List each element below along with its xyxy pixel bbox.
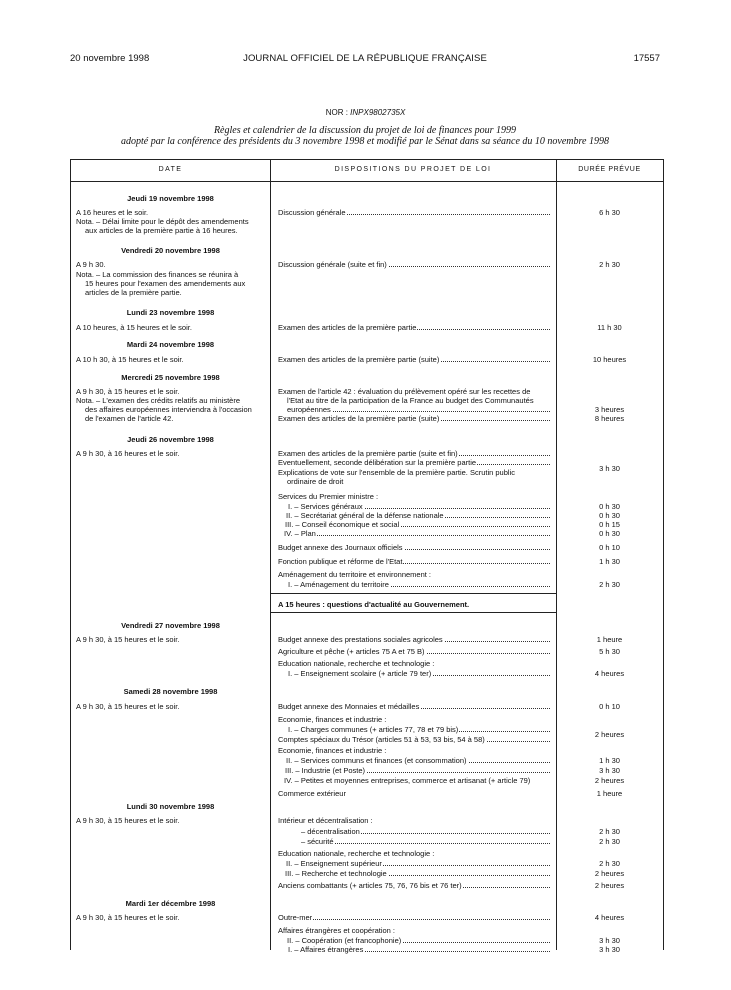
duration-value: 2 h 30 bbox=[599, 260, 620, 269]
duration-value: 3 h 30 bbox=[599, 936, 620, 945]
disposition-item: Agriculture et pêche (+ articles 75 A et 75 B) bbox=[278, 647, 550, 656]
duration-value: 3 h 30 bbox=[599, 945, 620, 954]
disposition-item: Examen des articles de la première partie (suite) bbox=[278, 414, 550, 423]
disposition-item: – sécurité bbox=[301, 837, 550, 846]
duration-value: 2 heures bbox=[594, 776, 625, 785]
header-date: 20 novembre 1998 bbox=[70, 53, 150, 64]
duration-value: 1 h 30 bbox=[599, 756, 620, 765]
duration-value: 0 h 30 bbox=[599, 502, 620, 511]
disposition-item: II. – Services communs et finances (et consommation) bbox=[286, 756, 550, 765]
disposition-item: Budget annexe des Journaux officiels bbox=[278, 543, 550, 552]
duration-value: 0 h 10 bbox=[599, 543, 620, 552]
day-heading: Lundi 23 novembre 1998 bbox=[126, 308, 215, 317]
duration-value: 10 heures bbox=[592, 355, 627, 364]
disposition-item: Education nationale, recherche et technologie : bbox=[278, 849, 435, 858]
disposition-item: – décentralisation bbox=[301, 827, 550, 836]
date-text: A 9 h 30, à 15 heures et le soir. bbox=[76, 816, 180, 825]
disposition-item: IV. – Plan bbox=[284, 529, 550, 538]
header-dispositions-column: DISPOSITIONS DU PROJET DE LOI bbox=[334, 166, 492, 173]
table-header bbox=[71, 160, 663, 182]
disposition-item: Examen des articles de la première partie (suite et fin) bbox=[278, 449, 550, 458]
duration-value: 2 heures bbox=[594, 869, 625, 878]
disposition-item: III. – Industrie (et Poste) bbox=[285, 766, 550, 775]
day-heading: Mercredi 25 novembre 1998 bbox=[121, 373, 220, 382]
disposition-item: III. – Conseil économique et social bbox=[285, 520, 550, 529]
disposition-item: I. – Enseignement scolaire (+ article 79 ter) bbox=[288, 669, 550, 678]
nor-label: NOR : bbox=[325, 108, 348, 117]
day-heading: Vendredi 27 novembre 1998 bbox=[121, 621, 220, 630]
date-text: A 9 h 30, à 15 heures et le soir. bbox=[76, 702, 180, 711]
header-duration-column: DURÉE PRÉVUE bbox=[578, 166, 641, 173]
disposition-item: Intérieur et décentralisation : bbox=[278, 816, 373, 825]
day-heading: Lundi 30 novembre 1998 bbox=[126, 802, 215, 811]
disposition-item: Examen de l'article 42 : évaluation du prélèvement opéré sur les recettes de bbox=[278, 387, 531, 396]
disposition-item: III. – Recherche et technologie bbox=[285, 869, 550, 878]
duration-value: 2 h 30 bbox=[599, 580, 620, 589]
disposition-item: Discussion générale bbox=[278, 208, 550, 217]
duration-value: 5 h 30 bbox=[599, 647, 620, 656]
date-text: Nota. – Délai limite pour le dépôt des amendements bbox=[76, 217, 249, 226]
schedule-table bbox=[70, 159, 664, 954]
date-text: Nota. – L'examen des crédits relatifs au ministère bbox=[76, 396, 241, 405]
duration-value: 1 heure bbox=[596, 789, 623, 798]
day-heading: Mardi 24 novembre 1998 bbox=[126, 340, 215, 349]
date-text: A 16 heures et le soir. bbox=[76, 208, 149, 217]
duration-value: 3 h 30 bbox=[599, 464, 620, 473]
duration-value: 2 heures bbox=[594, 730, 625, 739]
disposition-item: Discussion générale (suite et fin) bbox=[278, 260, 550, 269]
header-date-column: DATE bbox=[158, 166, 183, 173]
date-text: A 10 heures, à 15 heures et le soir. bbox=[76, 323, 192, 332]
disposition-item: l'Etat au titre de la participation de la France au budget des Communautés bbox=[287, 396, 534, 405]
date-text: A 10 h 30, à 15 heures et le soir. bbox=[76, 355, 184, 364]
disposition-item: Comptes spéciaux du Trésor (articles 51 à 53, 53 bis, 54 à 58) bbox=[278, 735, 550, 744]
disposition-item: II. – Secrétariat général de la défense nationale bbox=[286, 511, 550, 520]
disposition-item: II. – Enseignement supérieur bbox=[286, 859, 550, 868]
duration-value: 0 h 30 bbox=[599, 511, 620, 520]
duration-value: 0 h 15 bbox=[599, 520, 620, 529]
duration-value: 1 heure bbox=[596, 635, 623, 644]
duration-value: 1 h 30 bbox=[599, 557, 620, 566]
disposition-item: Commerce extérieur bbox=[278, 789, 346, 798]
date-text: des affaires européennes interviendra à l'occasion bbox=[85, 405, 252, 414]
duration-value: 2 heures bbox=[594, 881, 625, 890]
nor-reference bbox=[0, 108, 731, 117]
disposition-item: I. – Charges communes (+ articles 77, 78 et 79 bis) bbox=[288, 725, 550, 734]
date-text: A 9 h 30, à 16 heures et le soir. bbox=[76, 449, 180, 458]
day-heading: Jeudi 26 novembre 1998 bbox=[127, 435, 214, 444]
disposition-item: I. – Aménagement du territoire bbox=[288, 580, 550, 589]
date-text: articles de la première partie. bbox=[85, 288, 182, 297]
questions-actualite: A 15 heures : questions d'actualité au Gouvernement. bbox=[278, 600, 470, 609]
title-line-1: Règles et calendrier de la discussion du projet de loi de finances pour 1999 bbox=[213, 125, 517, 136]
duration-value: 4 heures bbox=[594, 669, 625, 678]
duration-value: 8 heures bbox=[594, 414, 625, 423]
page-number: 17557 bbox=[633, 53, 660, 64]
disposition-item: Explications de vote sur l'ensemble de la première partie. Scrutin public bbox=[278, 468, 515, 477]
column-divider bbox=[270, 160, 271, 950]
duration-value: 3 heures bbox=[594, 405, 625, 414]
disposition-item: II. – Coopération (et francophonie) bbox=[287, 936, 550, 945]
duration-value: 0 h 30 bbox=[599, 529, 620, 538]
disposition-item: Education nationale, recherche et technologie : bbox=[278, 659, 435, 668]
row-separator bbox=[270, 612, 556, 613]
day-heading: Jeudi 19 novembre 1998 bbox=[127, 194, 214, 203]
date-text: aux articles de la première partie à 16 heures. bbox=[85, 226, 238, 235]
duration-value: 0 h 10 bbox=[599, 702, 620, 711]
duration-value: 2 h 30 bbox=[599, 859, 620, 868]
disposition-item: Affaires étrangères et coopération : bbox=[278, 926, 396, 935]
disposition-item: I. – Affaires étrangères bbox=[288, 945, 550, 954]
disposition-item: I. – Services généraux bbox=[288, 502, 550, 511]
date-text: Nota. – La commission des finances se réunira à bbox=[76, 270, 239, 279]
disposition-item: Eventuellement, seconde délibération sur la première partie bbox=[278, 458, 550, 467]
date-text: A 9 h 30. bbox=[76, 260, 106, 269]
document-title bbox=[60, 125, 670, 147]
disposition-item: Aménagement du territoire et environnement : bbox=[278, 570, 431, 579]
disposition-item: Budget annexe des prestations sociales agricoles bbox=[278, 635, 550, 644]
disposition-item: européennes bbox=[287, 405, 550, 414]
duration-value: 11 h 30 bbox=[597, 323, 622, 332]
disposition-item: Economie, finances et industrie : bbox=[278, 746, 387, 755]
day-heading: Mardi 1er décembre 1998 bbox=[125, 899, 216, 908]
date-text: de l'examen de l'article 42. bbox=[85, 414, 174, 423]
duration-value: 2 h 30 bbox=[599, 827, 620, 836]
disposition-item: Fonction publique et réforme de l'Etat bbox=[278, 557, 550, 566]
disposition-item: Anciens combattants (+ articles 75, 76, 76 bis et 76 ter) bbox=[278, 881, 550, 890]
disposition-item: IV. – Petites et moyennes entreprises, commerce et artisanat (+ article 79) bbox=[284, 776, 531, 785]
disposition-item: Budget annexe des Monnaies et médailles bbox=[278, 702, 550, 711]
day-heading: Vendredi 20 novembre 1998 bbox=[121, 246, 220, 255]
disposition-item: Examen des articles de la première partie bbox=[278, 323, 550, 332]
nor-code: INPX9802735X bbox=[350, 108, 406, 117]
date-text: A 9 h 30, à 15 heures et le soir. bbox=[76, 387, 180, 396]
day-heading: Samedi 28 novembre 1998 bbox=[123, 687, 218, 696]
journal-title: JOURNAL OFFICIEL DE LA RÉPUBLIQUE FRANÇAISE bbox=[243, 53, 487, 64]
date-text: A 9 h 30, à 15 heures et le soir. bbox=[76, 635, 180, 644]
disposition-item: ordinaire de droit bbox=[287, 477, 344, 486]
date-text: A 9 h 30, à 15 heures et le soir. bbox=[76, 913, 180, 922]
title-line-2: adopté par la conférence des présidents du 3 novembre 1998 et modifié par le Sénat dans sa séance du 10 novembre 1998 bbox=[121, 136, 609, 147]
date-text: 15 heures pour l'examen des amendements aux bbox=[85, 279, 246, 288]
disposition-item: Services du Premier ministre : bbox=[278, 492, 379, 501]
duration-value: 2 h 30 bbox=[599, 837, 620, 846]
disposition-item: Economie, finances et industrie : bbox=[278, 715, 387, 724]
disposition-item: Examen des articles de la première partie (suite) bbox=[278, 355, 550, 364]
row-separator bbox=[270, 593, 556, 594]
page-header bbox=[70, 53, 660, 67]
duration-value: 3 h 30 bbox=[599, 766, 620, 775]
duration-value: 4 heures bbox=[594, 913, 625, 922]
duration-value: 6 h 30 bbox=[599, 208, 620, 217]
disposition-item: Outre-mer bbox=[278, 913, 550, 922]
